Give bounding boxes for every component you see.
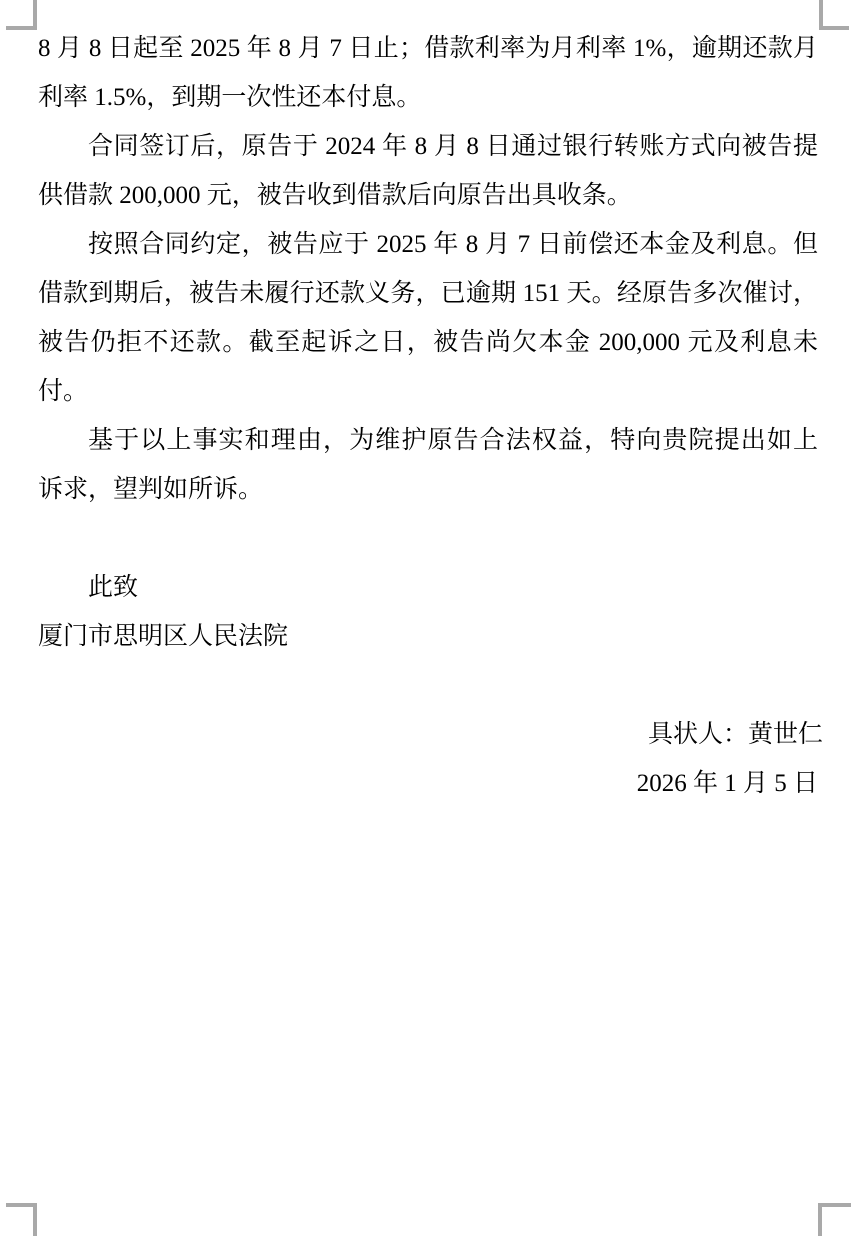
signer-line: 具状人：黄世仁 [647,721,823,748]
court-name: 厦门市思明区人民法院 [38,623,289,650]
body-line: 被告仍拒不还款。截至起诉之日，被告尚欠本金 200,000 元及利息未 [38,329,818,356]
body-line: 利率 1.5%，到期一次性还本付息。 [38,84,422,111]
blank-line [38,514,818,563]
document-body [38,24,823,808]
body-line: 付。 [38,378,89,405]
crop-mark-top-left [6,0,37,30]
body-line: 按照合同约定，被告应于 2025 年 8 月 7 日前偿还本金及利息。但 [88,231,818,258]
body-line: 供借款 200,000 元，被告收到借款后向原告出具收条。 [38,182,632,209]
body-line: 借款到期后，被告未履行还款义务，已逾期 151 天。经原告多次催讨， [38,280,818,307]
crop-mark-bottom-left [6,1203,37,1236]
date-line: 2026 年 1 月 5 日 [636,770,818,797]
blank-line [38,661,818,710]
body-line: 诉求，望判如所诉。 [38,476,264,503]
closing-salutation: 此致 [88,574,139,601]
crop-mark-top-right [819,0,849,30]
body-line: 基于以上事实和理由，为维护原告合法权益，特向贵院提出如上 [88,427,818,454]
crop-mark-bottom-right [818,1203,851,1236]
body-line: 8 月 8 日起至 2025 年 8 月 7 日止；借款利率为月利率 1%，逾期还款月 [38,35,818,62]
body-line: 合同签订后，原告于 2024 年 8 月 8 日通过银行转账方式向被告提 [88,133,818,160]
